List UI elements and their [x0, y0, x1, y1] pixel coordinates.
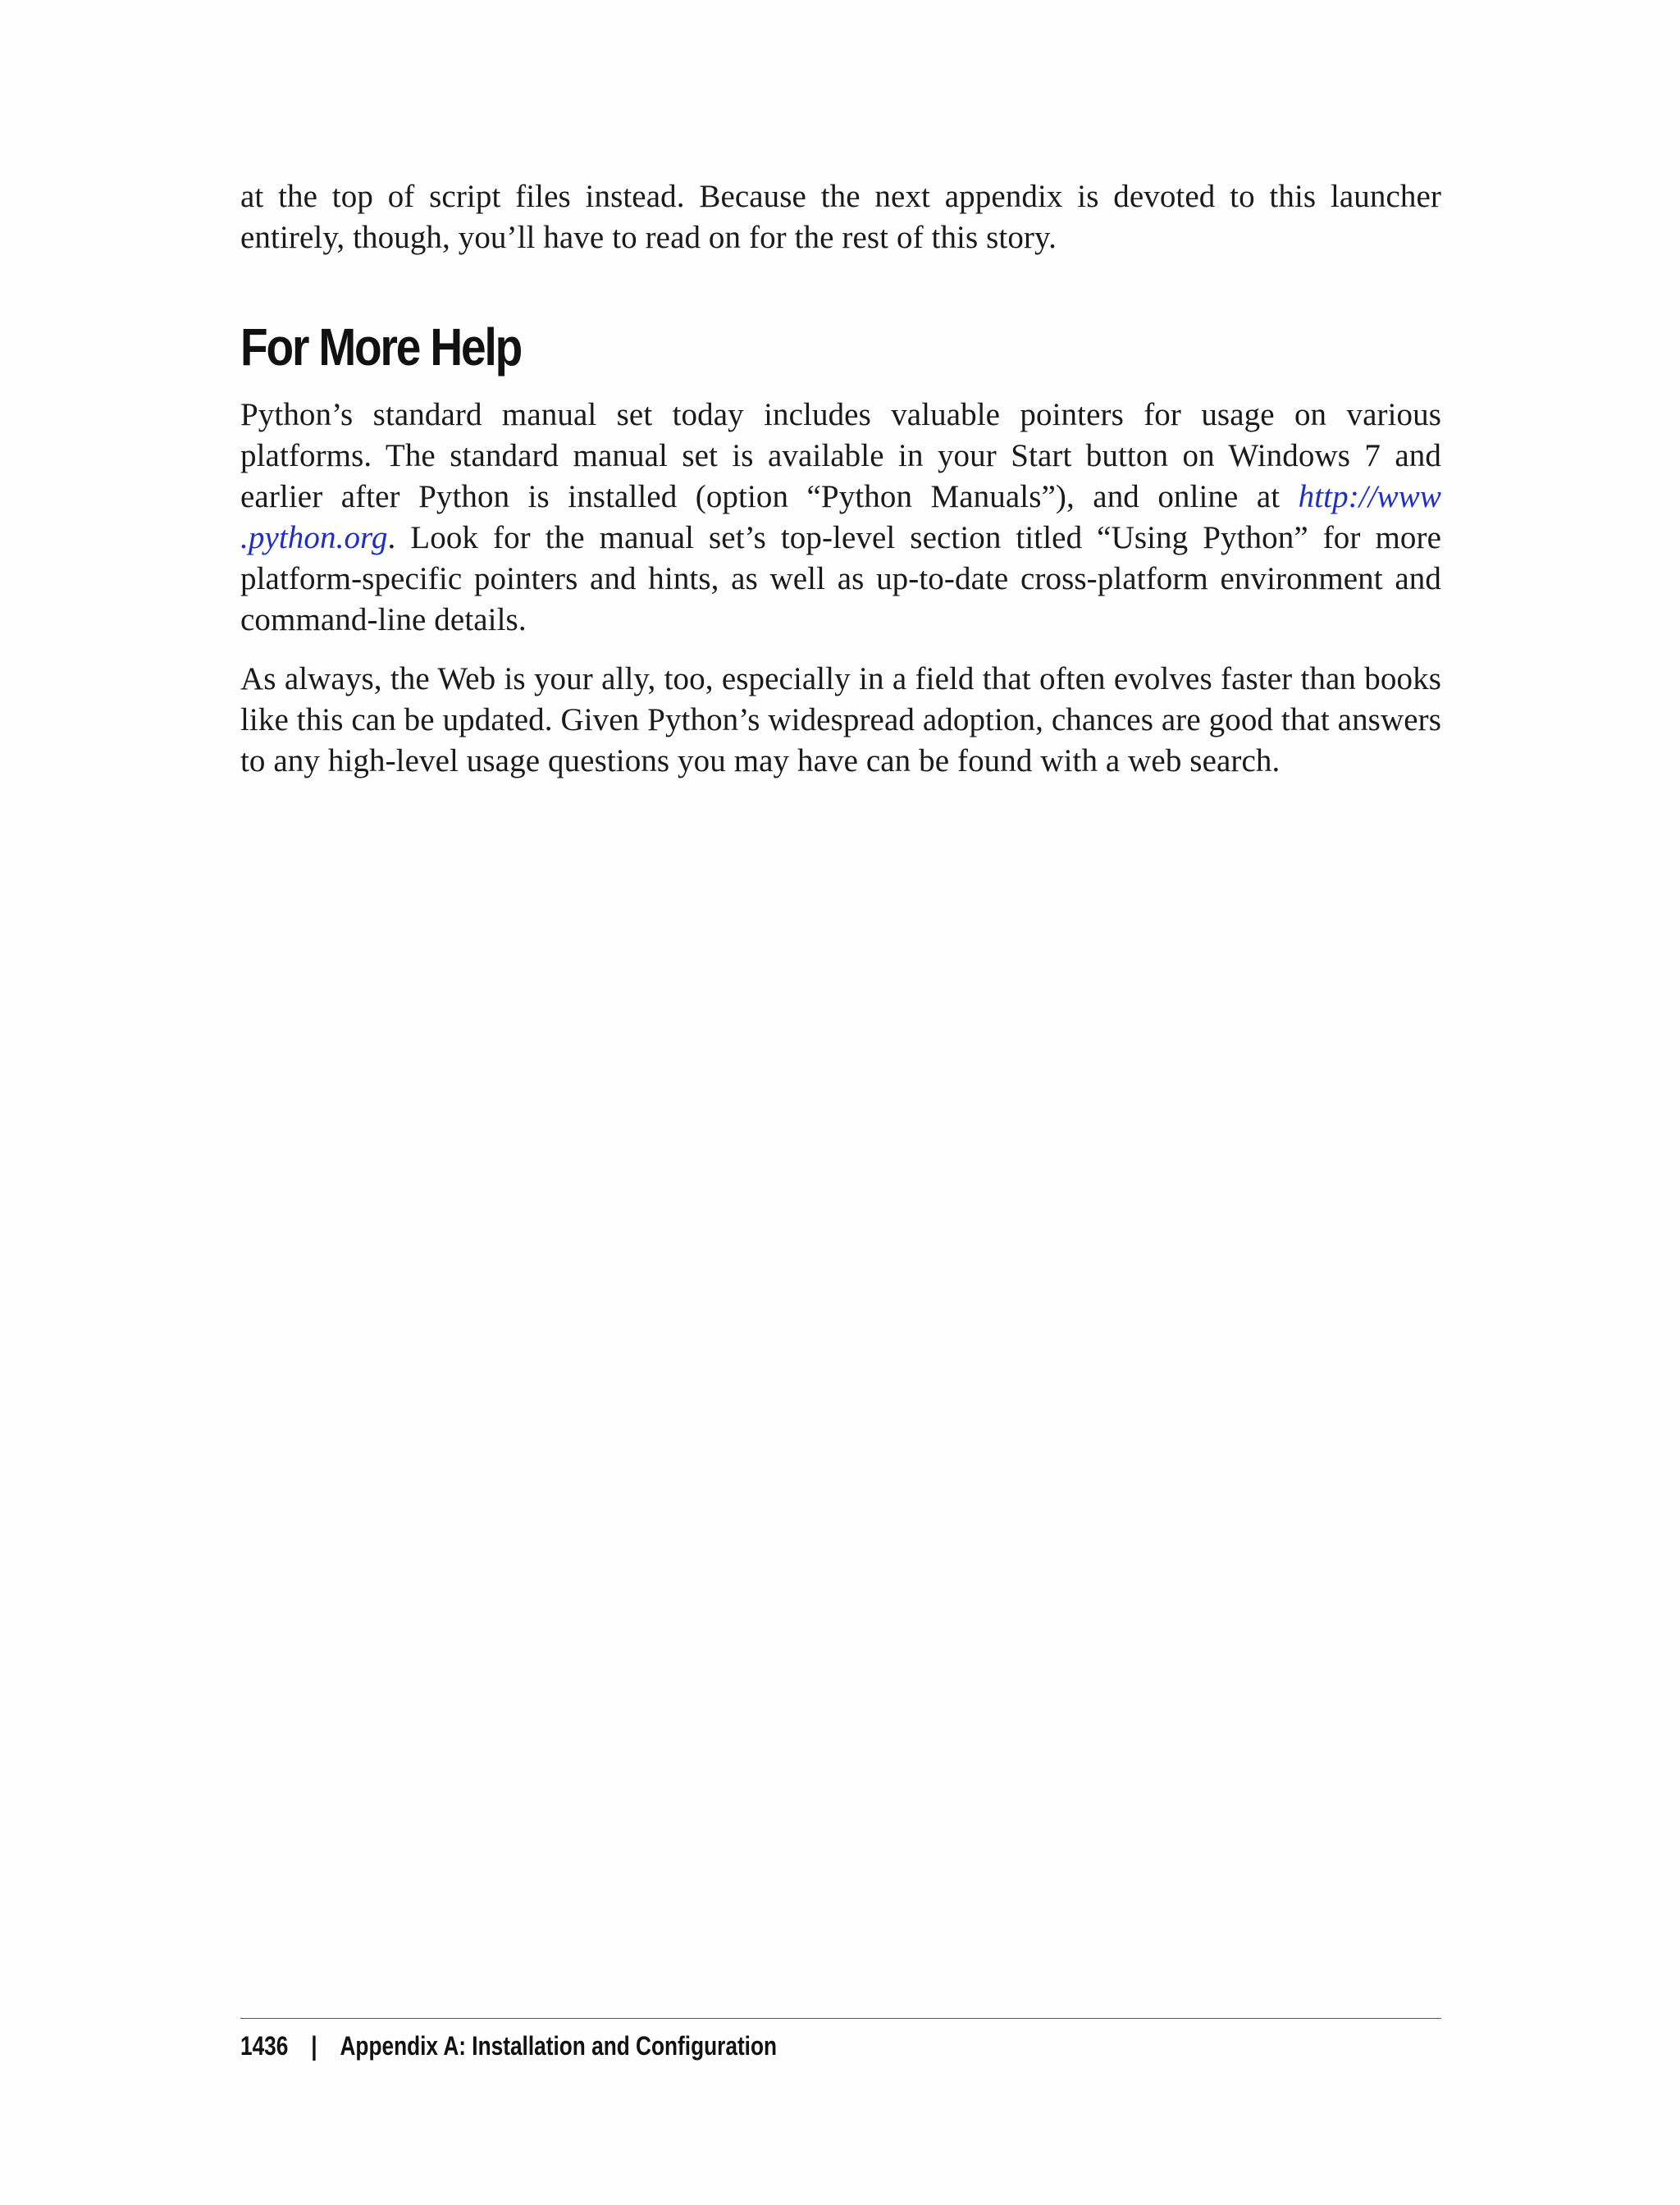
footer-chapter-title: Appendix A: Installation and Configuration: [340, 2031, 778, 2061]
manuals-paragraph-text-after: . Look for the manual set’s top-level section titled “Using Python” for more platform-specific pointers and hints, as well as up-to-date cross-platform environment and command-line details.: [240, 520, 1441, 637]
page-number: 1436: [240, 2031, 289, 2061]
page-footer: [240, 2029, 777, 2062]
footer-divider: [240, 2018, 1441, 2019]
web-search-paragraph: As always, the Web is your ally, too, especially in a field that often evolves faster than books like this can be updated. Given Python’s widespread adoption, chances are good that answers to any high-level usage questions you may have can be found with a web search.: [240, 661, 1441, 778]
manuals-paragraph: [240, 395, 1441, 641]
python-org-link[interactable]: http://www .python.org: [240, 479, 1441, 555]
manuals-paragraph-text-before: Python’s standard manual set today includes valuable pointers for usage on various platforms. The standard manual set is available in your Start button on Windows 7 and earlier after Python is installed (option “Python Manuals”), and online at: [240, 397, 1441, 514]
footer-separator: |: [311, 2031, 317, 2061]
continuation-paragraph: at the top of script files instead. Because the next appendix is devoted to this launcher entirely, though, you’ll have to read on for the rest of this story.: [240, 179, 1441, 255]
section-heading: For More Help: [240, 317, 522, 377]
page-content: [240, 176, 1441, 782]
